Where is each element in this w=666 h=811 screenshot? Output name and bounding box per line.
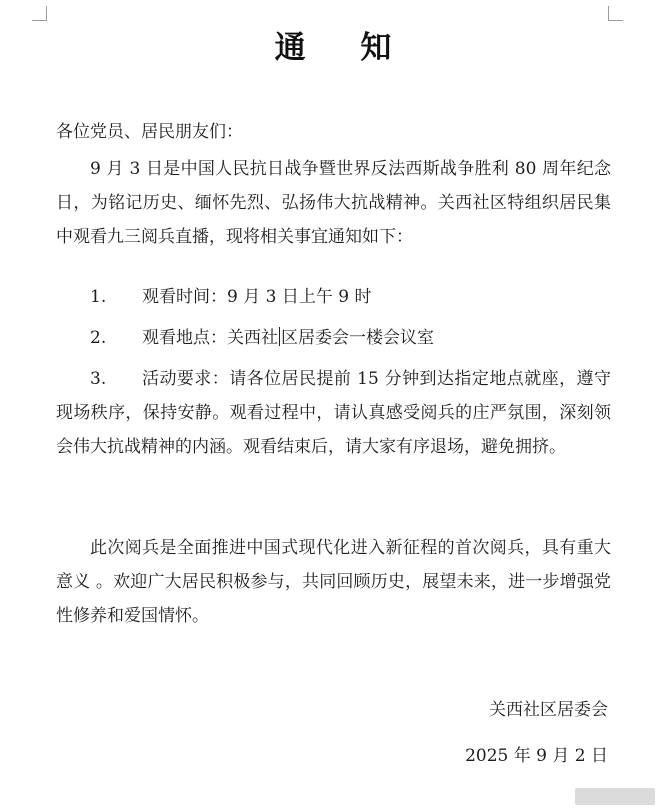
list-item-time <box>56 280 611 314</box>
status-overlay <box>575 788 655 805</box>
list-item-number: 2. <box>90 328 107 348</box>
list-item-requirements <box>56 362 611 464</box>
list-item-number: 3. <box>90 369 107 389</box>
document-title: 通 知 <box>274 30 414 66</box>
text-before-cursor: 观看地点：关西社 <box>142 328 278 348</box>
salutation: 各位党员、居民朋友们： <box>56 122 243 142</box>
list-item-text[interactable] <box>56 321 611 355</box>
text-after-cursor: 区居委会一楼会议室 <box>281 328 434 348</box>
crop-mark-top-right <box>608 6 623 21</box>
list-item-text: 活动要求：请各位居民提前 15 分钟到达指定地点就座，遵守现场秩序，保持安静。观看过程中，请认真感受阅兵的庄严氛围，深刻领会伟大抗战精神的内涵。观看结束后，请大家有序退场，避免拥挤。 <box>56 369 611 457</box>
list-item-number: 1. <box>90 287 107 307</box>
intro-paragraph: 9 月 3 日是中国人民抗日战争暨世界反法西斯战争胜利 80 周年纪念日，为铭记历史、缅怀先烈、弘扬伟大抗战精神。关西社区特组织居民集中观看九三阅兵直播，现将相关事宜通知如下： <box>56 159 611 247</box>
signature-organization: 关西社区居委会 <box>489 700 608 720</box>
list-item-location <box>56 321 611 355</box>
list-item-text: 观看时间：9 月 3 日上午 9 时 <box>142 287 372 307</box>
text-cursor <box>279 327 280 346</box>
signature-date: 2025 年 9 月 2 日 <box>465 746 608 766</box>
closing-paragraph: 此次阅兵是全面推进中国式现代化进入新征程的首次阅兵，具有重大意义 。欢迎广大居民积极参与，共同回顾历史，展望未来，进一步增强党性修养和爱国情怀。 <box>56 538 611 626</box>
crop-mark-top-left <box>32 6 47 21</box>
